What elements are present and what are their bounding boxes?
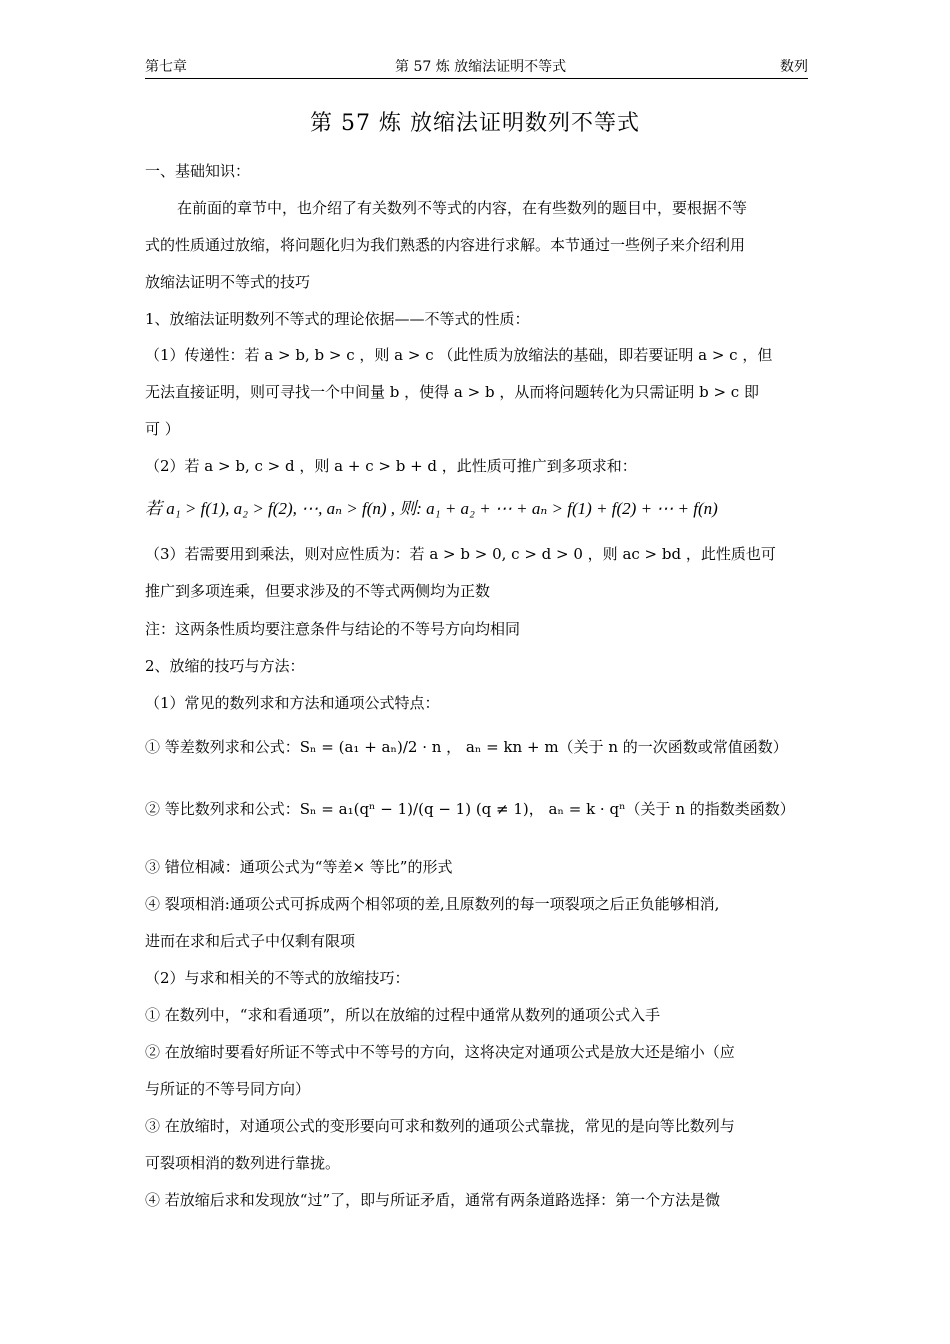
- list-item: 进而在求和后式子中仅剩有限项: [145, 932, 356, 950]
- list-item: 与所证的不等号同方向）: [145, 1080, 311, 1098]
- property-line: （2）若 a > b, c > d ，则 a + c > b + d ，此性质可推广到多项求和：: [145, 457, 637, 475]
- list-item: ① 在数列中，“求和看通项”，所以在放缩的过程中通常从数列的通项公式入手: [145, 1006, 661, 1024]
- section-heading: 一、基础知识：: [145, 162, 251, 180]
- note-line: 注：这两条性质均要注意条件与结论的不等号方向均相同: [145, 620, 521, 638]
- property-line: （3）若需要用到乘法，则对应性质为：若 a > b > 0, c > d > 0 ，则 ac > bd ，此性质也可: [145, 545, 776, 563]
- list-item: 可裂项相消的数列进行靠拢。: [145, 1154, 341, 1172]
- list-heading: （1）常见的数列求和方法和通项公式特点：: [145, 694, 440, 712]
- list-item: ④ 裂项相消:通项公式可拆成两个相邻项的差,且原数列的每一项裂项之后正负能够相消,: [145, 895, 720, 913]
- formula-line: ② 等比数列求和公式：Sₙ = a₁(qⁿ − 1)/(q − 1) (q ≠ 1)， aₙ = k · qⁿ（关于 n 的指数类函数）: [145, 800, 795, 818]
- property-line: 无法直接证明，则可寻找一个中间量 b ，使得 a > b ，从而将问题转化为只需证明 b > c 即: [145, 383, 759, 401]
- property-line: （1）传递性：若 a > b, b > c ，则 a > c （此性质为放缩法的基础，即若要证明 a > c ，但: [145, 346, 773, 364]
- paragraph-line: 在前面的章节中，也介绍了有关数列不等式的内容，在有些数列的题目中，要根据不等: [177, 199, 748, 217]
- header-topic: 数列: [780, 59, 808, 75]
- header-chapter: 第七章: [145, 59, 187, 75]
- formula-line: ① 等差数列求和公式：Sₙ = (a₁ + aₙ)/2 · n ， aₙ = kn + m（关于 n 的一次函数或常值函数）: [145, 738, 788, 756]
- formula-line: 若 a₁ > f(1), a₂ > f(2), ⋯, aₙ > f(n) , 则: a₁ + a₂ + ⋯ + aₙ > f(1) + f(2) + ⋯ + f(n): [145, 499, 718, 518]
- header-lesson: 第 57 炼 放缩法证明不等式: [395, 59, 567, 75]
- list-heading: （2）与求和相关的不等式的放缩技巧：: [145, 969, 410, 987]
- list-item: ④ 若放缩后求和发现放“过”了，即与所证矛盾，通常有两条道路选择：第一个方法是微: [145, 1191, 721, 1209]
- subsection-heading: 1、放缩法证明数列不等式的理论依据——不等式的性质：: [145, 310, 530, 328]
- property-line: 推广到多项连乘，但要求涉及的不等式两侧均为正数: [145, 582, 491, 600]
- subsection-heading: 2、放缩的技巧与方法：: [145, 657, 305, 675]
- list-item: ② 在放缩时要看好所证不等式中不等号的方向，这将决定对通项公式是放大还是缩小（应: [145, 1043, 735, 1061]
- property-line: 可 ）: [145, 420, 180, 438]
- page-header: [145, 56, 808, 79]
- paragraph-line: 式的性质通过放缩，将问题化归为我们熟悉的内容进行求解。本节通过一些例子来介绍利用: [145, 236, 746, 254]
- paragraph-line: 放缩法证明不等式的技巧: [145, 273, 311, 291]
- page-title: 第 57 炼 放缩法证明数列不等式: [310, 111, 640, 136]
- list-item: ③ 错位相减：通项公式为“等差× 等比”的形式: [145, 858, 453, 876]
- list-item: ③ 在放缩时，对通项公式的变形要向可求和数列的通项公式靠拢，常见的是向等比数列与: [145, 1117, 735, 1135]
